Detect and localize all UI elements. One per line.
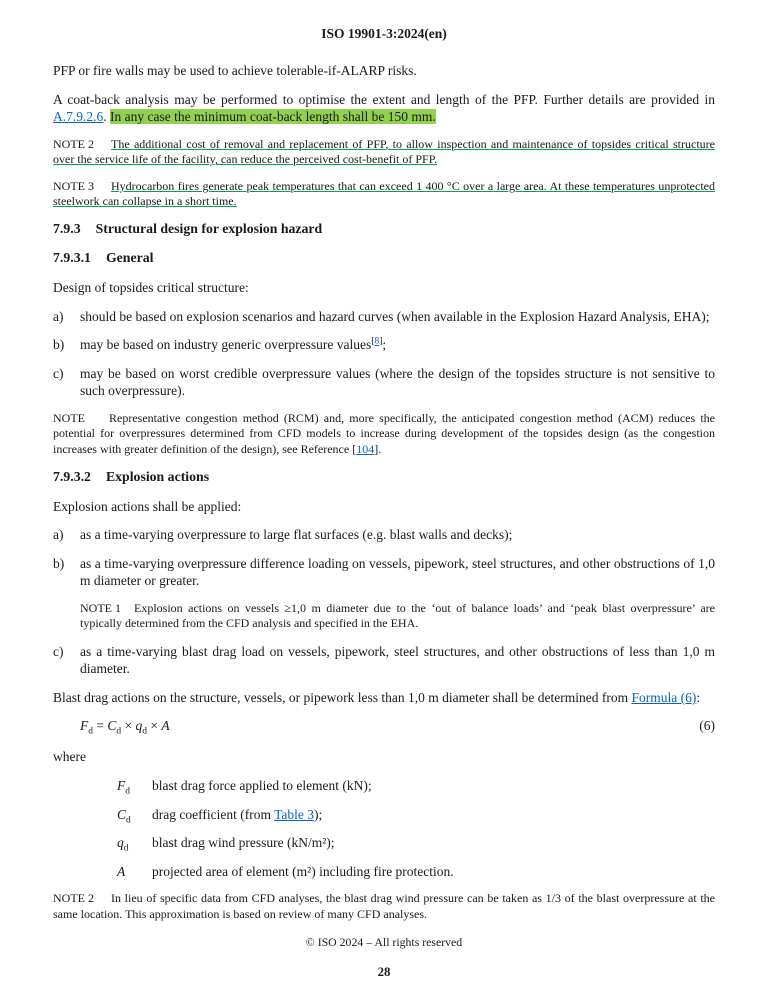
subscript-d: d [126, 815, 131, 826]
symbol-A [117, 863, 125, 881]
definition-text: blast drag wind pressure (kN/m²); [152, 835, 335, 851]
note-text: In lieu of specific data from CFD analyses, the blast drag wind pressure can be taken as 1/3 of the blast overpressure at the same location. This approximation is based on review of many CFD analyses. [53, 891, 715, 922]
list-label: c) [53, 365, 64, 381]
page-number: 28 [377, 965, 391, 979]
formula-number: (6) [699, 717, 715, 733]
list-item-c-general [53, 365, 715, 400]
definition-text: blast drag force applied to element (kN); [152, 778, 372, 794]
equals-sign: = [93, 717, 108, 733]
list-item-b-general [53, 336, 715, 354]
list-text: ; [382, 337, 387, 353]
note-text: Explosion actions on vessels ≥1,0 m diameter due to the ‘out of balance loads’ and ‘peak blast overpressure’ are typically determined from the CFD analysis and specified in the EHA. [80, 600, 715, 631]
heading-number: 7.9.3.2 [53, 468, 91, 484]
list-label: b) [53, 555, 65, 571]
note-text: Hydrocarbon fires generate peak temperatures that can exceed 1 400 °C over a large area. At these temperatures unprotected steelwork can collapse in a short time. [53, 178, 715, 209]
paragraph-pfp-firewalls: PFP or fire walls may be used to achieve tolerable-if-ALARP risks. [53, 63, 417, 78]
where-item-cd [53, 806, 715, 824]
variable-C: C [107, 717, 117, 733]
list-label: a) [53, 308, 64, 324]
times-sign: × [121, 717, 136, 733]
variable-A: A [161, 717, 170, 733]
variable-C: C [117, 806, 127, 822]
subscript-d: d [125, 786, 130, 797]
list-item-c-explosion [53, 643, 715, 678]
note-label: NOTE 2 [53, 136, 94, 151]
times-sign: × [147, 717, 162, 733]
heading-title: General [105, 250, 154, 266]
symbol-qd [117, 834, 129, 855]
subscript-d: d [88, 726, 93, 737]
note-text: The additional cost of removal and replacement of PFP, to allow inspection and maintenance of topsides critical structure over the service life of the facility, can reduce the perceived cost-benefit of PFP. [53, 136, 715, 167]
link-table-3[interactable]: Table 3 [274, 806, 314, 822]
variable-q: q [117, 835, 124, 851]
subscript-d: d [142, 726, 148, 737]
heading-title: Explosion actions [105, 468, 210, 484]
reference-superscript [371, 337, 382, 347]
paragraph-text: Blast drag actions on the structure, vessels, or pipework less than 1,0 m diameter shall be determined from [53, 690, 632, 705]
where-label: where [53, 749, 86, 765]
heading-title: Structural design for explosion hazard [95, 221, 323, 237]
link-reference-8[interactable]: 8 [374, 336, 380, 347]
note-1-explosion [80, 601, 715, 632]
symbol-Fd [117, 777, 130, 798]
where-item-a [53, 863, 715, 881]
note-3-top [53, 179, 715, 210]
paragraph-text: . [103, 109, 110, 125]
heading-7-9-3-1 [53, 250, 715, 266]
paragraph-coatback [53, 91, 715, 126]
note-text: ]. [374, 441, 382, 456]
note-rcm [53, 411, 715, 458]
heading-number: 7.9.3.1 [53, 250, 91, 266]
list-label: c) [53, 643, 64, 659]
note-text: Representative congestion method (RCM) and, more specifically, the anticipated congestion method (ACM) reduces the potential for overpressures determined from CFD models to increase during development of the topsides design (as the congestion increases with greater definition of the design), see Reference [ [53, 410, 715, 456]
list-item-a-explosion [53, 526, 715, 544]
list-text: as a time-varying overpressure difference loading on vessels, pipework, steel structures, and other obstructions of 1,0 m diameter or greater. [80, 555, 715, 589]
footer-copyright: © ISO 2024 – All rights reserved [305, 935, 463, 949]
variable-q: q [135, 717, 143, 733]
document-title-header: ISO 19901-3:2024(en) [321, 26, 447, 41]
heading-7-9-3-2 [53, 469, 715, 485]
formula-expression [80, 718, 170, 737]
subscript-d: d [123, 844, 129, 855]
bracket: [ [371, 336, 375, 347]
link-a-7-9-2-6[interactable]: A.7.9.2.6 [53, 109, 104, 125]
subscript-d: d [116, 726, 122, 737]
paragraph-text: A coat-back analysis may be performed to optimise the extent and length of the PFP. Further details are provided in [53, 91, 715, 107]
note-2-bottom [53, 891, 715, 922]
definition-text: drag coefficient (from [152, 806, 275, 822]
list-text: as a time-varying blast drag load on vessels, pipework, steel structures, and other obstructions of less than 1,0 m diameter. [80, 643, 715, 677]
formula-6-row [53, 718, 715, 737]
variable-A: A [117, 863, 126, 879]
note-label: NOTE 1 [80, 600, 121, 615]
link-reference-104[interactable]: 104 [356, 441, 375, 456]
link-formula-6[interactable]: Formula (6) [631, 690, 697, 705]
list-label: a) [53, 527, 64, 543]
list-label: b) [53, 337, 65, 353]
note-label: NOTE [53, 410, 85, 425]
note-label: NOTE 2 [53, 891, 94, 906]
list-text: should be based on explosion scenarios and hazard curves (when available in the Explosion Hazard Analysis, EHA); [80, 308, 710, 324]
symbol-Cd [117, 806, 131, 827]
list-text: as a time-varying overpressure to large flat surfaces (e.g. blast walls and decks); [80, 527, 513, 543]
where-item-qd [53, 834, 715, 855]
list-text: may be based on industry generic overpressure values [80, 337, 372, 353]
paragraph-explosion-intro: Explosion actions shall be applied: [53, 498, 242, 514]
list-text: may be based on worst credible overpressure values (where the design of the topsides structure is not sensitive to such overpressure). [80, 365, 715, 399]
variable-F: F [80, 717, 89, 733]
note-label: NOTE 3 [53, 178, 94, 193]
where-item-fd [53, 777, 715, 795]
definition-text: projected area of element (m²) including fire protection. [152, 863, 454, 879]
note-2-top [53, 137, 715, 168]
paragraph-design-intro: Design of topsides critical structure: [53, 280, 249, 296]
highlighted-sentence: In any case the minimum coat-back length shall be 150 mm. [110, 109, 436, 125]
paragraph-text: : [696, 690, 701, 705]
bracket: ] [379, 336, 383, 347]
paragraph-blast-drag [53, 689, 715, 707]
heading-7-9-3 [53, 221, 715, 237]
variable-F: F [117, 778, 126, 794]
list-item-a-general [53, 308, 715, 326]
definition-text: ); [314, 806, 323, 822]
heading-number: 7.9.3 [53, 221, 81, 237]
list-item-b-explosion [53, 555, 715, 590]
